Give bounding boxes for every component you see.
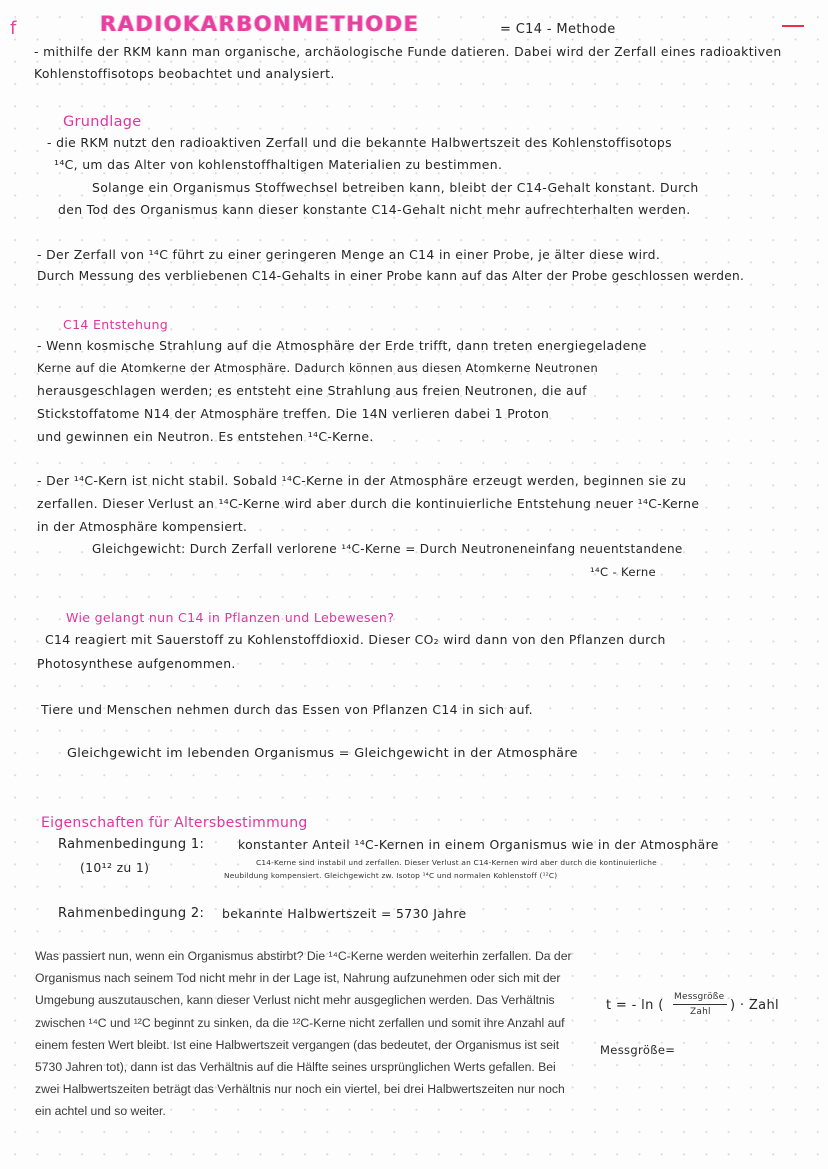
rahmenbedingung-1-label: Rahmenbedingung 1: [58,837,205,852]
page-title: RADIOKARBONMETHODE [100,12,420,36]
intro-line-1: - mithilfe der RKM kann man organische, archäologische Funde datieren. Dabei wird der Zerfall eines radioaktiven [34,44,782,59]
formula-fraction-bar [673,1004,727,1005]
grundlage-line-4: den Tod des Organismus kann dieser konstante C14-Gehalt nicht mehr aufrechterhalten werden. [58,202,691,217]
entstehung-line-3: herausgeschlagen werden; es entsteht eine Strahlung aus freien Neutronen, die auf [37,383,587,398]
formula-lhs: t = - ln ( [606,998,664,1013]
title-suffix: = C14 - Methode [500,22,616,37]
entstehung-gleichgewicht-cont: ¹⁴C - Kerne [590,565,656,579]
pflanzen-gleichgewicht: Gleichgewicht im lebenden Organismus = Gleichgewicht in der Atmosphäre [67,746,578,761]
formula-numerator: Messgröße [674,992,725,1002]
entstehung-line-4: Stickstoffatome N14 der Atmosphäre treffen. Die 14N verlieren dabei 1 Proton [37,406,550,421]
formula-rhs: ) · Zahl [730,998,779,1013]
pflanzen-tiere: Tiere und Menschen nehmen durch das Essen von Pflanzen C14 in sich auf. [41,702,533,717]
rahmenbedingung-1-text: konstanter Anteil ¹⁴C-Kernen in einem Organismus wie in der Atmosphäre [238,837,719,852]
heading-grundlage: Grundlage [63,114,142,130]
rahmenbedingung-1-note-1: C14-Kerne sind instabil und zerfallen. Dieser Verlust an C14-Kernen wird aber durch die kontinuierliche [256,858,657,867]
pflanzen-line-2: Photosynthese aufgenommen. [37,656,236,671]
grundlage-line-2: ¹⁴C, um das Alter von kohlenstoffhaltigen Materialien zu bestimmen. [54,157,503,172]
formula-messgroesse: Messgröße= [600,1043,676,1057]
zerfall-line-1: - Der Zerfall von ¹⁴C führt zu einer geringeren Menge an C14 in einer Probe, je älter diese wird. [37,247,661,262]
entstehung-gleichgewicht: Gleichgewicht: Durch Zerfall verlorene ¹⁴C-Kerne = Durch Neutroneneinfang neuentstandene [92,542,683,556]
entstehung-line-2: Kerne auf die Atomkerne der Atmosphäre. Dadurch können aus diesen Atomkerne Neutronen [37,361,599,375]
instabil-line-3: in der Atmosphäre kompensiert. [37,519,248,534]
heading-eigenschaften: Eigenschaften für Altersbestimmung [41,815,308,831]
instabil-line-2: zerfallen. Dieser Verlust an ¹⁴C-Kerne wird aber durch die kontinuierliche Entstehung neuer ¹⁴C-Kerne [37,496,700,511]
corner-mark-line [782,25,804,27]
grundlage-line-3: Solange ein Organismus Stoffwechsel betreiben kann, bleibt der C14-Gehalt konstant. Durch [92,180,699,195]
intro-line-2: Kohlenstoffisotops beobachtet und analysiert. [34,66,335,81]
formula-denominator: Zahl [690,1007,711,1017]
pflanzen-line-1: C14 reagiert mit Sauerstoff zu Kohlenstoffdioxid. Dieser CO₂ wird dann von den Pflanzen durch [45,632,666,647]
heading-pflanzen: Wie gelangt nun C14 in Pflanzen und Lebewesen? [66,610,395,625]
rahmenbedingung-1-note-2: Neubildung kompensiert. Gleichgewicht zw. Isotop ¹⁴C und normalen Kohlenstoff (¹²C) [224,871,558,880]
zerfall-line-2: Durch Messung des verbliebenen C14-Gehalts in einer Probe kann auf das Alter der Probe geschlossen werden. [37,269,745,283]
rahmenbedingung-2-label: Rahmenbedingung 2: [58,906,205,921]
entstehung-line-1: - Wenn kosmische Strahlung auf die Atmosphäre der Erde trifft, dann treten energiegeladene [37,338,647,353]
rahmenbedingung-1-ratio: (10¹² zu 1) [80,860,150,875]
typed-paragraph [35,945,575,1123]
typed-paragraph-text: Was passiert nun, wenn ein Organismus abstirbt? Die ¹⁴C-Kerne werden weiterhin zerfallen. Da der Organismus nach seinem Tod nicht mehr in der Lage ist, Nahrung aufzunehmen oder sich mit der Umgebung auszutauschen, kann dieser Verlust nicht mehr ausgeglichen werden. Das Verhältnis zwischen ¹⁴C und ¹²C beginnt zu sinken, da die ¹²C-Kerne nicht zerfallen und somit ihre Anzahl auf einem festen Wert bleibt. Ist eine Halbwertszeit vergangen (das bedeutet, der Organismus ist seit 5730 Jahren tot), dann ist das Verhältnis auf die Hälfte seines ursprünglichen Werts gefallen. Bei zwei Halbwertszeiten beträgt das Verhältnis nur noch ein viertel, bei drei Halbwertszeiten nur noch ein achtel und so weiter. [35,949,572,1119]
corner-mark-f: f [10,18,17,39]
heading-entstehung: C14 Entstehung [63,317,169,332]
grundlage-line-1: - die RKM nutzt den radioaktiven Zerfall und die bekannte Halbwertszeit des Kohlenstoffisotops [47,135,672,150]
entstehung-line-5: und gewinnen ein Neutron. Es entstehen ¹⁴C-Kerne. [37,429,374,444]
rahmenbedingung-2-text: bekannte Halbwertszeit = 5730 Jahre [222,906,467,921]
instabil-line-1: - Der ¹⁴C-Kern ist nicht stabil. Sobald ¹⁴C-Kerne in der Atmosphäre erzeugt werden, beginnen sie zu [37,473,687,488]
